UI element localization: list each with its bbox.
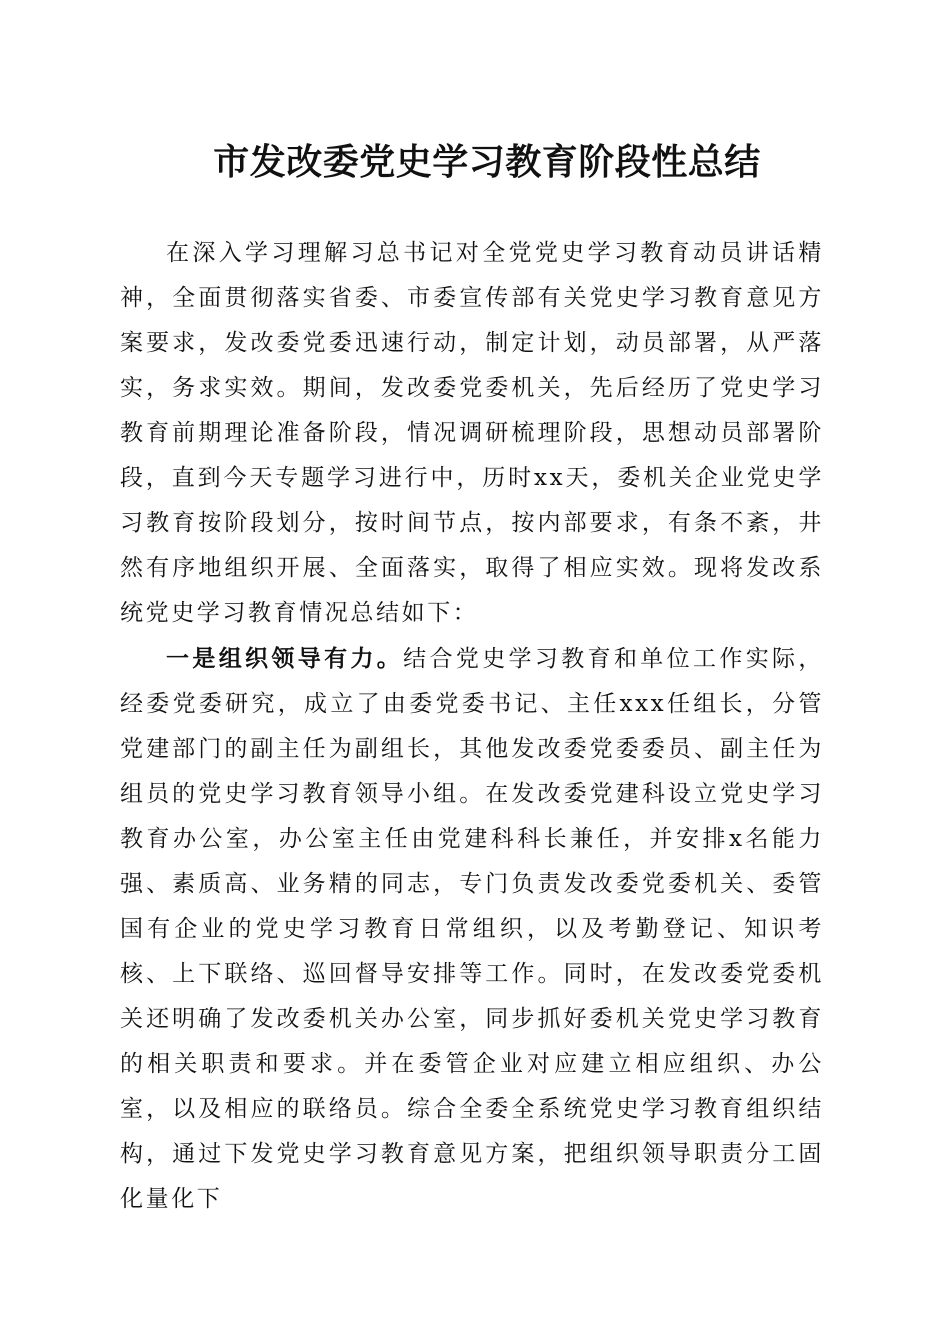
paragraph-organization-leadership: [120, 636, 824, 1222]
document-title: 市发改委党史学习教育阶段性总结: [213, 141, 761, 183]
paragraph-text: 在深入学习理解习总书记对全党党史学习教育动员讲话精神，全面贯彻落实省委、市委宣传部有关党史学习教育意见方案要求，发改委党委迅速行动，制定计划，动员部署，从严落实，务求实效。期间，发改委党委机关，先后经历了党史学习教育前期理论准备阶段，情况调研梳理阶段，思想动员部署阶段，直到今天专题学习进行中，历时xx天，委机关企业党史学习教育按阶段划分，按时间节点，按内部要求，有条不紊，井然有序地组织开展、全面落实，取得了相应实效。现将发改系统党史学习教育情况总结如下：: [120, 240, 824, 626]
paragraph-intro: [120, 230, 824, 636]
paragraph-text: 结合党史学习教育和单位工作实际，经委党委研究，成立了由委党委书记、主任xxx任组长，分管党建部门的副主任为副组长，其他发改委党委委员、副主任为组员的党史学习教育领导小组。在发改委党建科设立党史学习教育办公室，办公室主任由党建科科长兼任，并安排x名能力强、素质高、业务精的同志，专门负责发改委党委机关、委管国有企业的党史学习教育日常组织，以及考勤登记、知识考核、上下联络、巡回督导安排等工作。同时，在发改委党委机关还明确了发改委机关办公室，同步抓好委机关党史学习教育的相关职责和要求。并在委管企业对应建立相应组织、办公室，以及相应的联络员。综合全委全系统党史学习教育组织结构，通过下发党史学习教育意见方案，把组织领导职责分工固化量化下: [120, 646, 824, 1212]
document-body: [120, 230, 824, 1222]
paragraph-lead: 一是组织领导有力。: [166, 645, 404, 672]
